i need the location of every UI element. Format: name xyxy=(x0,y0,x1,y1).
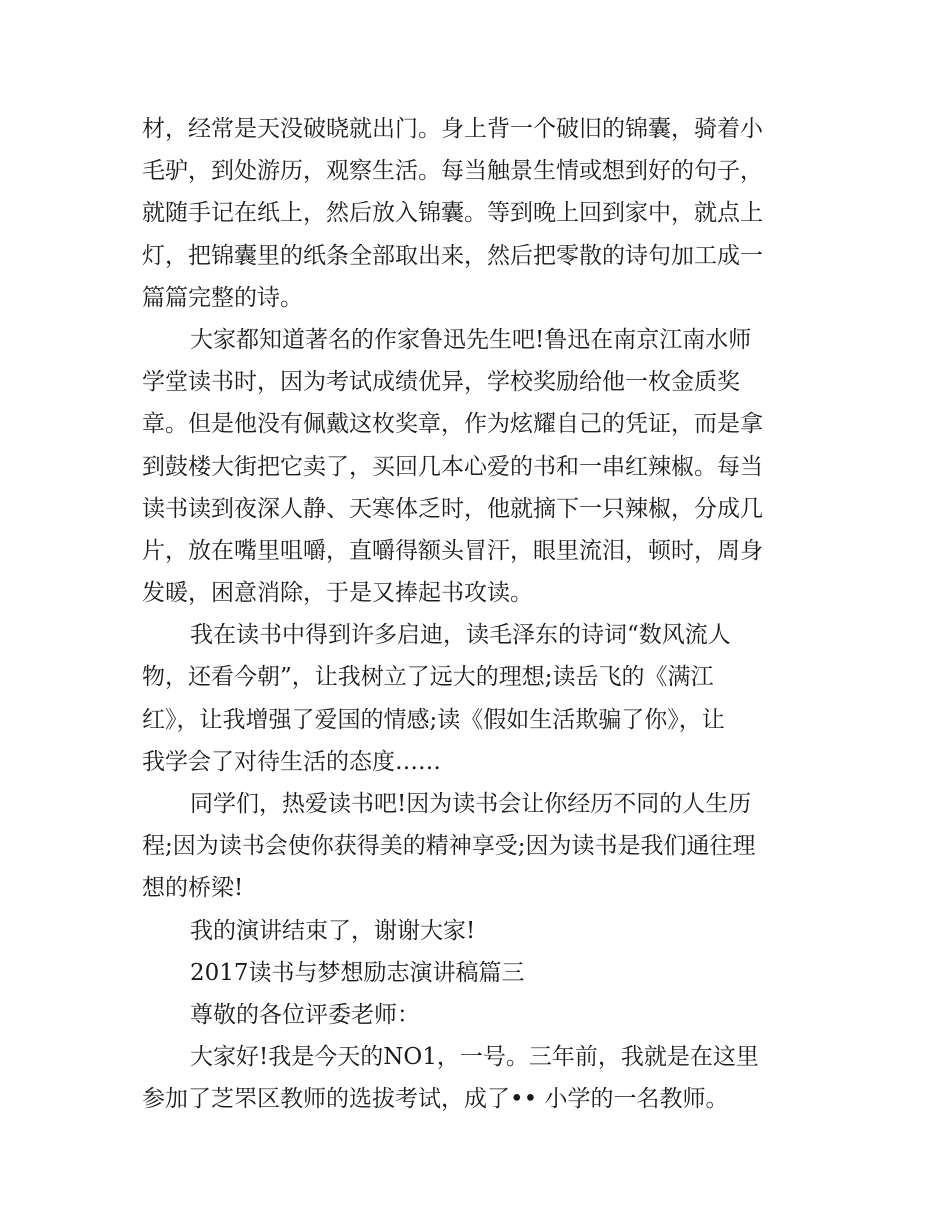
text-line: 发暖，困意消除，于是又捧起书攻读。 xyxy=(142,580,533,607)
text-line: 大家好!我是今天的NO1，一号。三年前，我就是在这里 xyxy=(190,1044,759,1071)
text-line: 红》，让我增强了爱国的情感;读《假如生活欺骗了你》，让 xyxy=(142,706,725,733)
body-text xyxy=(142,108,814,1121)
text-line: 篇篇完整的诗。 xyxy=(142,284,303,311)
text-line: 程;因为读书会使你获得美的精神享受;因为读书是我们通往理 xyxy=(142,833,756,860)
text-line: 到鼓楼大街把它卖了，买回几本心爱的书和一串红辣椒。每当 xyxy=(142,453,763,480)
text-line: 片，放在嘴里咀嚼，直嚼得额头冒汗，眼里流泪，顿时，周身 xyxy=(142,537,763,564)
text-line: 同学们，热爱读书吧!因为读书会让你经历不同的人生历 xyxy=(190,791,752,817)
text-line: 学堂读书时，因为考试成绩优异，学校奖励给他一枚金质奖 xyxy=(142,369,740,396)
text-line: 参加了芝罘区教师的选拔考试，成了•• 小学的一名教师。 xyxy=(142,1086,729,1113)
text-line: 材，经常是天没破晓就出门。身上背一个破旧的锦囊，骑着小 xyxy=(142,116,763,142)
text-line: 物，还看今朝”，让我树立了远大的理想;读岳飞的《满江 xyxy=(142,664,714,691)
text-line: 2017读书与梦想励志演讲稿篇三 xyxy=(190,959,525,986)
text-line: 章。但是他没有佩戴这枚奖章，作为炫耀自己的凭证，而是拿 xyxy=(142,411,763,438)
text-line: 想的桥梁! xyxy=(142,875,244,902)
text-line: 读书读到夜深人静、天寒体乏时，他就摘下一只辣椒，分成几 xyxy=(142,495,763,522)
text-line: 尊敬的各位评委老师： xyxy=(190,1001,420,1028)
text-line: 灯，把锦囊里的纸条全部取出来，然后把零散的诗句加工成一 xyxy=(142,242,763,269)
text-line: 毛驴，到处游历，观察生活。每当触景生情或想到好的句子， xyxy=(142,158,763,185)
text-line: 就随手记在纸上，然后放入锦囊。等到晚上回到家中，就点上 xyxy=(142,200,763,227)
text-line: 我在读书中得到许多启迪，读毛泽东的诗词“数风流人 xyxy=(190,622,731,649)
text-line: 大家都知道著名的作家鲁迅先生吧!鲁迅在南京江南水师 xyxy=(190,326,752,353)
text-line: 我学会了对待生活的态度…… xyxy=(142,748,441,775)
text-line: 我的演讲结束了，谢谢大家! xyxy=(190,917,476,944)
